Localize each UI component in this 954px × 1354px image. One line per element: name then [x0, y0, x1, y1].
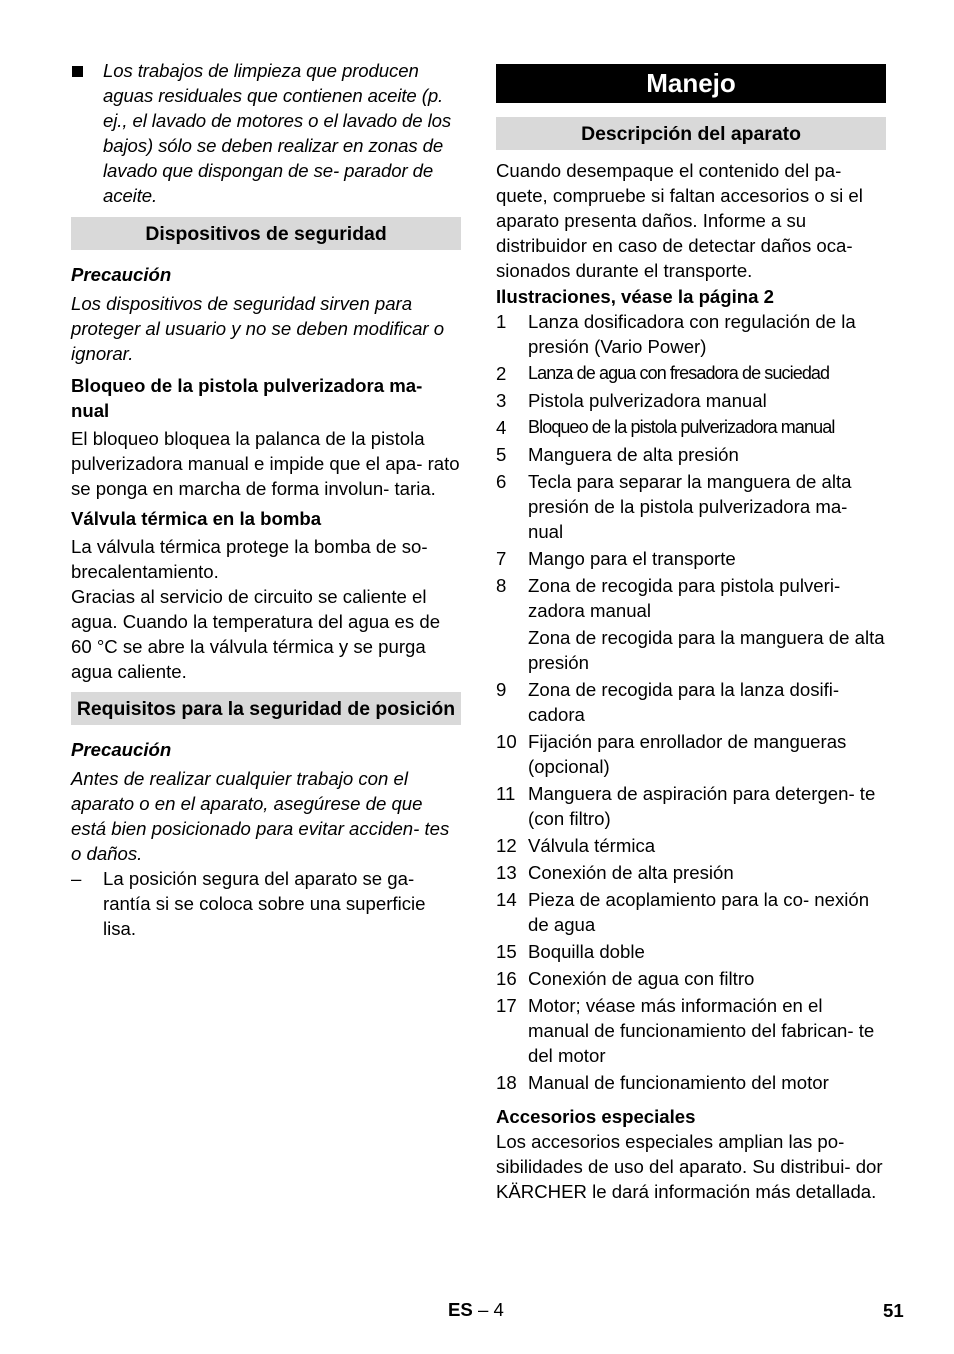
list-item-text: Lanza de agua con fresadora de suciedad [528, 363, 830, 383]
list-item [496, 887, 886, 937]
list-item-number: 6 [496, 471, 507, 492]
language-code: ES [448, 1299, 473, 1320]
right-column [496, 58, 886, 1204]
list-item [496, 966, 886, 991]
page-number: 51 [883, 1300, 904, 1321]
list-item-number: 4 [496, 417, 507, 438]
list-item-number: 18 [496, 1072, 517, 1093]
list-item-number: 16 [496, 968, 517, 989]
caution-text: Los dispositivos de seguridad sirven para proteger al usuario y no se deben modificar o ignorar. [71, 293, 445, 364]
intro-bullet-text: Los trabajos de limpieza que producen aguas residuales que contienen aceite (p. ej., el lavado de motores o el lavado de los bajos) sólo se deben realizar en zonas de lavado que dispongan de se- parador de aceite. [103, 60, 452, 206]
square-bullet-icon [71, 58, 103, 208]
thermal-valve-text-1: La válvula térmica protege la bomba de so- brecalentamiento. [71, 536, 428, 582]
dash-bullet: – [71, 868, 82, 889]
subsection-title-gun-lock: Bloqueo de la pistola pulverizadora ma- nual [71, 375, 423, 421]
subsection-title-accessories: Accesorios especiales [496, 1106, 696, 1127]
caution-text-2: Antes de realizar cualquier trabajo con el aparato o en el aparato, asegúrese de que está bien posicionado para evitar acciden- tes o daños. [71, 768, 450, 864]
list-item [496, 993, 886, 1068]
list-item-number: 14 [496, 889, 517, 910]
list-item-text: Manguera de aspiración para detergen- te (con filtro) [528, 783, 876, 829]
list-item-text: Manguera de alta presión [528, 444, 739, 465]
list-item [496, 309, 886, 359]
list-item-text: Conexión de agua con filtro [528, 968, 755, 989]
caution-label: Precaución [71, 264, 172, 285]
footer-language [448, 1297, 504, 1322]
list-item-text: Conexión de alta presión [528, 862, 734, 883]
list-item-text: Bloqueo de la pistola pulverizadora manual [528, 417, 835, 437]
list-item [496, 625, 886, 675]
list-item [496, 729, 886, 779]
caution-label-2: Precaución [71, 739, 172, 760]
list-item-text: Zona de recogida para la lanza dosifi- cadora [528, 679, 840, 725]
subsection-title-thermal-valve: Válvula térmica en la bomba [71, 508, 322, 529]
left-column [71, 58, 461, 941]
list-item-number: 3 [496, 390, 507, 411]
list-item-text: Tecla para separar la manguera de alta presión de la pistola pulverizadora ma- nual [528, 471, 852, 542]
intro-bullet [71, 58, 461, 208]
list-item-number: 5 [496, 444, 507, 465]
list-item [496, 939, 886, 964]
list-item [496, 833, 886, 858]
list-item [496, 388, 886, 413]
list-item [496, 573, 886, 623]
list-item-text: Zona de recogida para pistola pulveri- zadora manual [528, 575, 841, 621]
list-item-text: Pistola pulverizadora manual [528, 390, 767, 411]
list-item-text: Válvula térmica [528, 835, 656, 856]
list-item-number [496, 625, 528, 675]
list-item [496, 361, 886, 386]
section-title-position-safety: Requisitos para la seguridad de posición [71, 692, 461, 725]
list-item-number: 8 [496, 575, 507, 596]
page-section-number: – 4 [477, 1299, 504, 1320]
list-item-number: 12 [496, 835, 517, 856]
chapter-title: Manejo [496, 64, 886, 103]
list-item [496, 546, 886, 571]
list-item-number: 2 [496, 363, 507, 384]
parts-list [496, 309, 886, 1095]
list-item-number: 1 [496, 311, 507, 332]
list-item-text: Manual de funcionamiento del motor [528, 1072, 829, 1093]
section-title-device-description: Descripción del aparato [496, 117, 886, 150]
accessories-text: Los accesorios especiales amplian las po- sibilidades de uso del aparato. Su distribui- dor KÄRCHER le dará información más detallada. [496, 1131, 883, 1202]
list-item [496, 442, 886, 467]
list-item-text: Pieza de acoplamiento para la co- nexión de agua [528, 889, 870, 935]
dash-item-text: La posición segura del aparato se ga- rantía si se coloca sobre una superficie lisa. [103, 868, 426, 939]
dash-list-item [71, 866, 461, 941]
list-item [496, 1070, 886, 1095]
list-item [496, 469, 886, 544]
thermal-valve-text-2: Gracias al servicio de circuito se caliente el agua. Cuando la temperatura del agua es de 60 °C se abre la válvula térmica y se purga agua caliente. [71, 586, 441, 682]
list-item-text: Zona de recogida para la manguera de alta presión [528, 627, 885, 673]
list-item-number: 10 [496, 731, 517, 752]
description-intro: Cuando desempaque el contenido del pa- quete, compruebe si faltan accesorios o si el aparato presenta daños. Informe a su distribuidor en caso de detectar daños oca- sionados durante el transporte. [496, 160, 863, 281]
list-item-number: 7 [496, 548, 507, 569]
list-item-text: Lanza dosificadora con regulación de la presión (Vario Power) [528, 311, 856, 357]
illustrations-note: Ilustraciones, véase la página 2 [496, 286, 775, 307]
list-item-text: Motor; véase más información en el manual de funcionamiento del fabrican- te del motor [528, 995, 875, 1066]
list-item-number: 17 [496, 995, 517, 1016]
list-item [496, 781, 886, 831]
list-item-number: 9 [496, 679, 507, 700]
list-item-text: Boquilla doble [528, 941, 645, 962]
list-item-number: 13 [496, 862, 517, 883]
list-item-number: 11 [496, 783, 516, 804]
section-title-safety-devices: Dispositivos de seguridad [71, 217, 461, 250]
gun-lock-text: El bloqueo bloquea la palanca de la pistola pulverizadora manual e impide que el apa- rato se ponga en marcha de forma involun- taria. [71, 428, 460, 499]
list-item-text: Mango para el transporte [528, 548, 736, 569]
list-item [496, 677, 886, 727]
list-item [496, 415, 886, 440]
list-item-text: Fijación para enrollador de mangueras (opcional) [528, 731, 847, 777]
list-item-number: 15 [496, 941, 517, 962]
list-item [496, 860, 886, 885]
